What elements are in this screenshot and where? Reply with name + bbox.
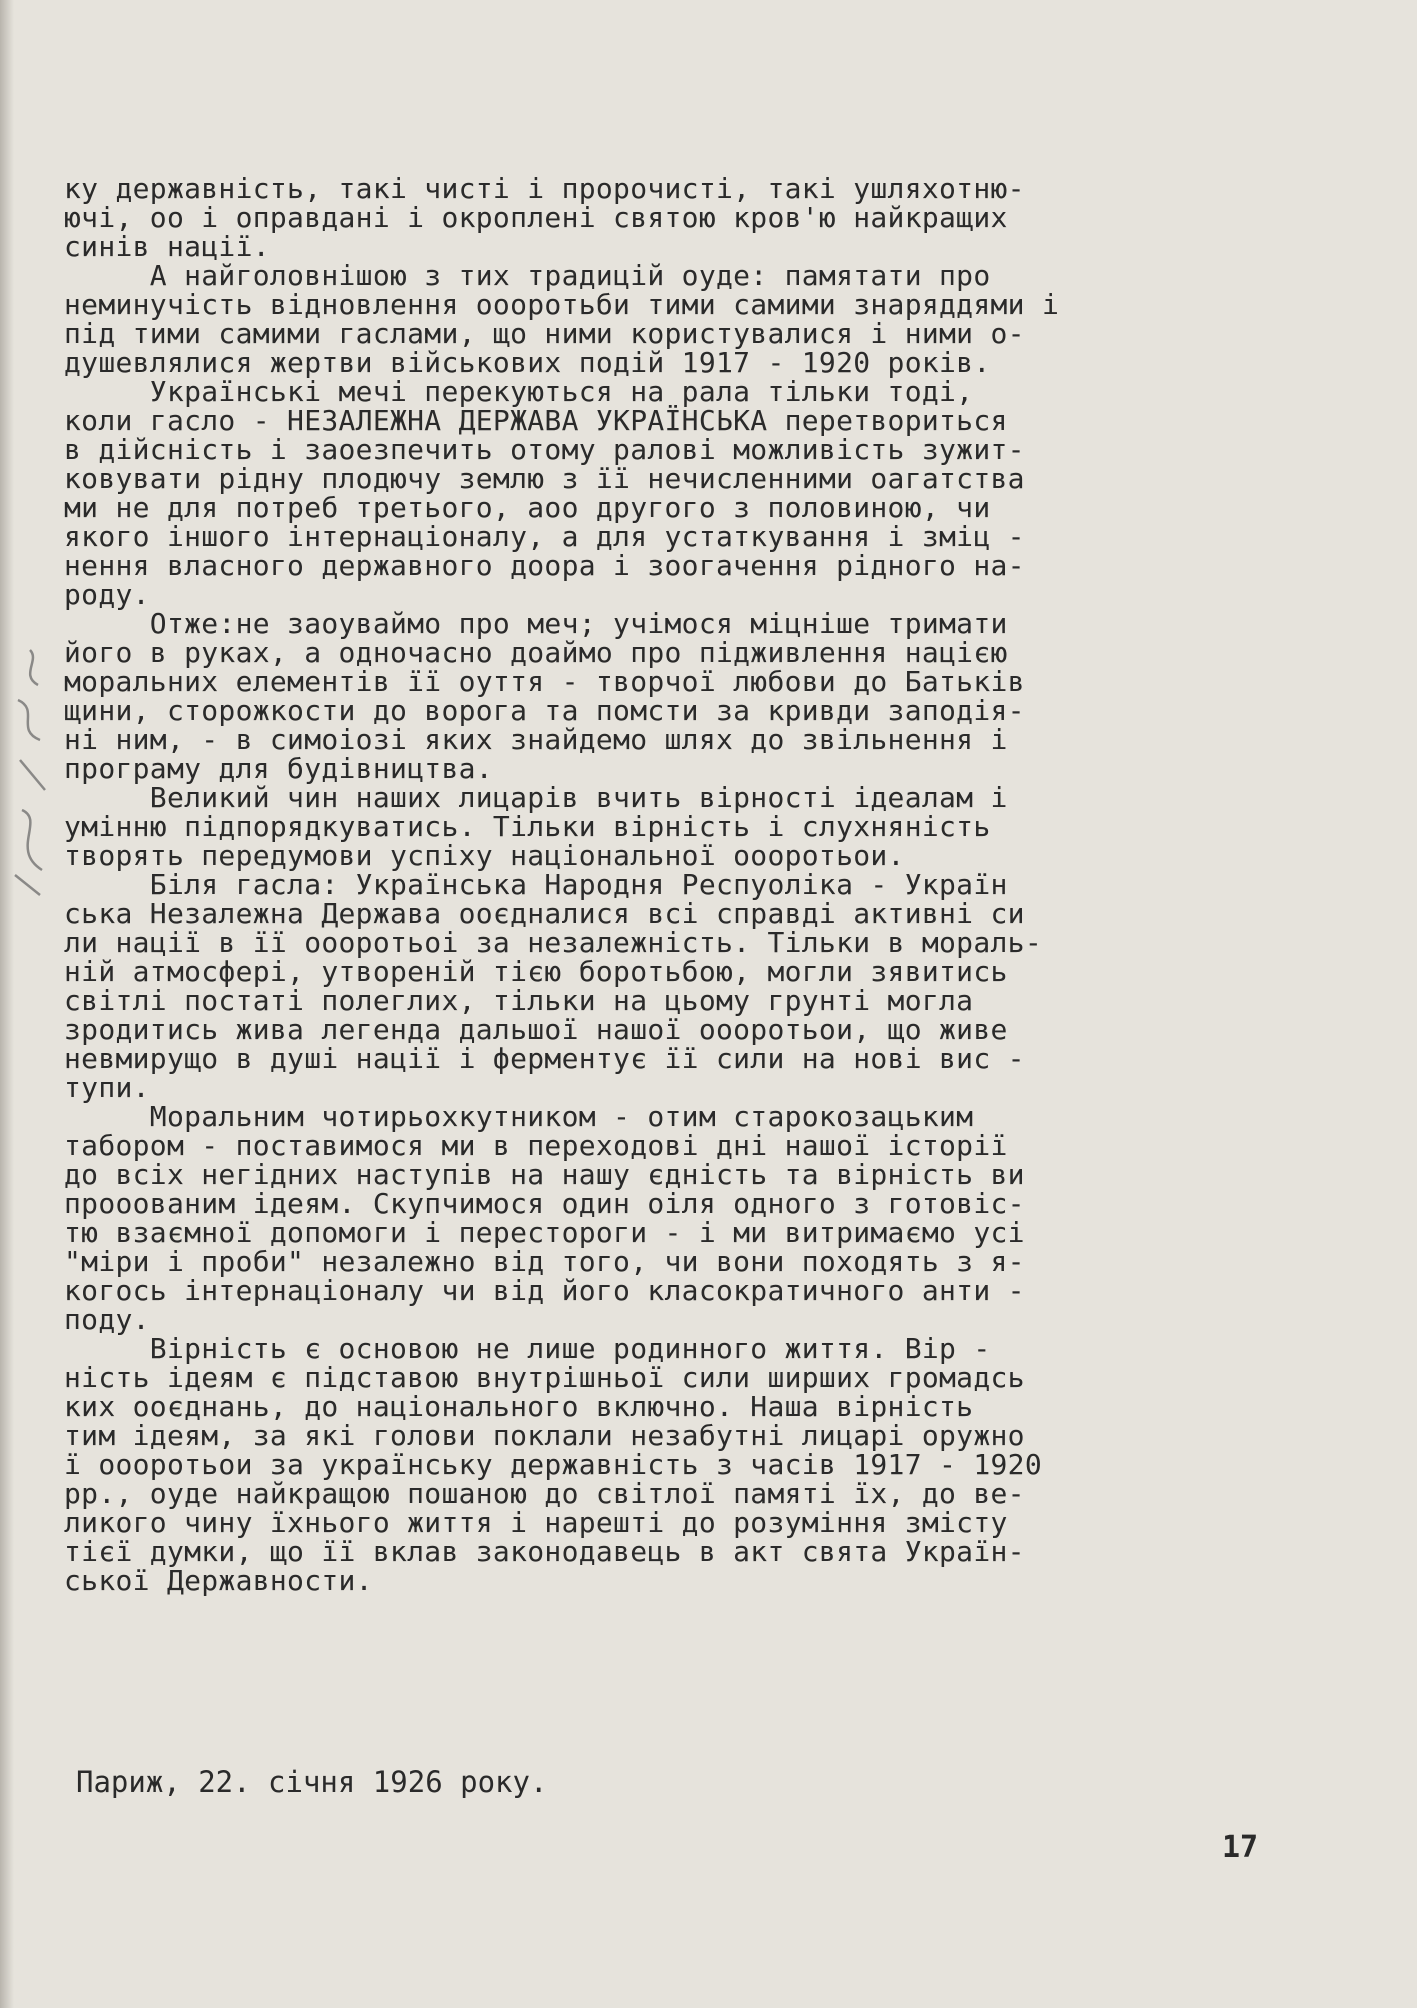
text-line: Отже:не заоуваймо про меч; учімося міцніше тримати	[64, 607, 1008, 640]
text-line: ковувати рідну плодючу землю з її нечисленними оагатства	[64, 462, 1025, 495]
text-line: під тими самими гаслами, що ними користувалися і ними о-	[64, 317, 1025, 350]
text-line: ність ідеям є підставою внутрішньої сили ширших громадсь	[64, 1361, 1025, 1394]
text-line: Вірність є основою не лише родинного життя. Вір -	[64, 1332, 991, 1365]
text-line: зродитись жива легенда дальшої нашої оооротьои, що живе	[64, 1013, 1008, 1046]
text-line: ючі, оо і оправдані і окроплені святою кров'ю найкращих	[64, 201, 1008, 234]
text-line: Моральним чотирьохкутником - отим старокозацьким	[64, 1100, 974, 1133]
text-line: ської Державности.	[64, 1564, 373, 1597]
text-line: Українські мечі перекуються на рала тільки тоді,	[64, 375, 974, 408]
text-line: душевлялися жертви військових подій 1917 - 1920 років.	[64, 346, 991, 379]
text-line: ликого чину їхнього життя і нарешті до розуміння змісту	[64, 1506, 1008, 1539]
text-line: ми не для потреб третього, аоо другого з половиною, чи	[64, 491, 991, 524]
text-line: ких ооєднань, до національного включно. Наша вірність	[64, 1390, 974, 1423]
text-line: тієї думки, що її вклав законодавець в акт свята Україн-	[64, 1535, 1025, 1568]
page-edge-shadow	[0, 0, 14, 2008]
text-line: нення власного державного доора і зоогачення рідного на-	[64, 549, 1025, 582]
text-line: прооованим ідеям. Скупчимося один оіля одного з готовіс-	[64, 1187, 1025, 1220]
text-line: тю взаємної допомоги і перестороги - і ми витримаємо усі	[64, 1216, 1025, 1249]
text-line: поду.	[64, 1303, 150, 1336]
text-line: тупи.	[64, 1071, 150, 1104]
body-text	[64, 174, 1304, 1595]
text-line: ли нації в її оооротьоі за незалежність. Тільки в мораль-	[64, 926, 1042, 959]
text-line: світлі постаті полеглих, тільки на цьому грунті могла	[64, 984, 974, 1017]
text-line: ній атмосфері, утвореній тією боротьбою, могли зявитись	[64, 955, 1008, 988]
text-line: Біля гасла: Українська Народня Респуоліка - Україн	[64, 868, 1008, 901]
text-line: "міри і проби" незалежно від того, чи вони походять з я-	[64, 1245, 1025, 1278]
text-line: ку державність, такі чисті і пророчисті, такі ушляхотню-	[64, 172, 1025, 205]
text-line: ська Незалежна Держава ооєдналися всі справді активні си	[64, 897, 1025, 930]
text-line: роду.	[64, 578, 150, 611]
text-line: щини, сторожкости до ворога та помсти за кривди заподія-	[64, 694, 1025, 727]
handwritten-margin-note	[0, 640, 60, 900]
text-line: Великий чин наших лицарів вчить вірності ідеалам і	[64, 781, 1008, 814]
text-line: моральних елементів її оуття - творчої любови до Батьків	[64, 665, 1025, 698]
text-line: невмирущо в душі нації і ферментує її сили на нові вис -	[64, 1042, 1025, 1075]
text-line: умінню підпорядкуватись. Тільки вірність і слухняність	[64, 810, 991, 843]
text-line: його в руках, а одночасно доаймо про підживлення нацією	[64, 636, 1008, 669]
text-line: творять передумови успіху національної оооротьои.	[64, 839, 905, 872]
text-line: коли гасло - НЕЗАЛЕЖНА ДЕРЖАВА УКРАЇНСЬКА перетвориться	[64, 404, 1008, 437]
text-line: до всіх негідних наступів на нашу єдність та вірність ви	[64, 1158, 1025, 1191]
page-number: 17	[1222, 1830, 1259, 1865]
place-date-line: Париж, 22. січня 1926 року.	[76, 1765, 548, 1799]
text-line: якого іншого інтернаціоналу, а для устаткування і зміц -	[64, 520, 1025, 553]
text-line: синів нації.	[64, 230, 270, 263]
text-line: програму для будівництва.	[64, 752, 493, 785]
text-line: рр., оуде найкращою пошаною до світлої памяті їх, до ве-	[64, 1477, 1025, 1510]
text-line: когось інтернаціоналу чи від його класократичного анти -	[64, 1274, 1025, 1307]
text-line: ні ним, - в симоіозі яких знайдемо шлях до звільнення і	[64, 723, 1008, 756]
text-line: тим ідеям, за які голови поклали незабутні лицарі оружно	[64, 1419, 1025, 1452]
text-line: неминучість відновлення оооротьби тими самими знаряддями і	[64, 288, 1060, 321]
text-line: А найголовнішою з тих традицій оуде: памятати про	[64, 259, 991, 292]
text-line: ї оооротьои за українську державність з часів 1917 - 1920	[64, 1448, 1042, 1481]
text-line: в дійсність і заоезпечить отому ралові можливість зужит-	[64, 433, 1025, 466]
text-line: табором - поставимося ми в переходові дні нашої історії	[64, 1129, 1008, 1162]
